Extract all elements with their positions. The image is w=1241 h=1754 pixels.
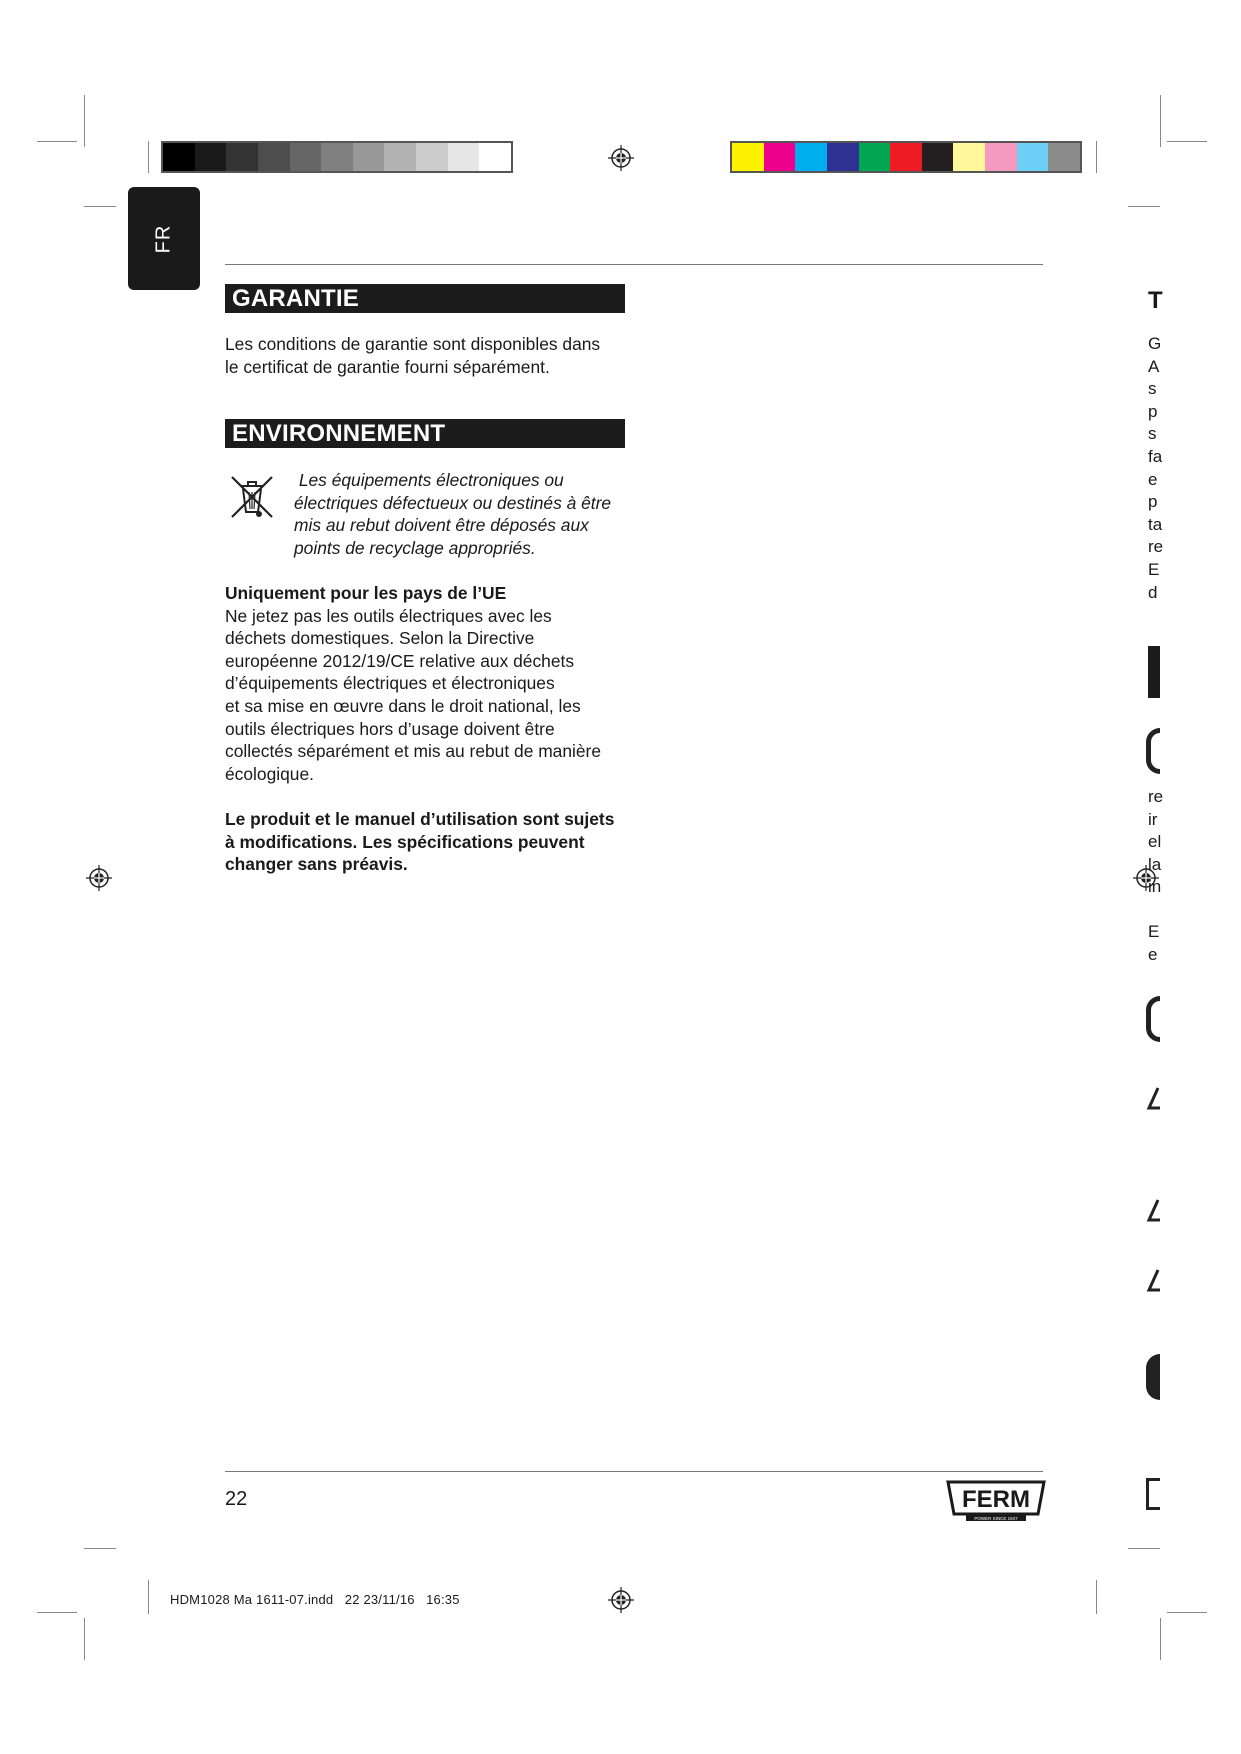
next-page-heading-bar-fragment	[1148, 646, 1160, 698]
clipped-text-line: e	[1148, 469, 1158, 489]
crop-mark	[84, 95, 85, 147]
clipped-text-line: G	[1148, 334, 1162, 353]
next-page-text-fragment	[1148, 786, 1168, 899]
crop-mark	[1160, 95, 1161, 147]
bottom-rule	[225, 1471, 1043, 1472]
crop-mark	[148, 141, 149, 173]
color-swatch	[384, 143, 416, 171]
crossed-out-bin-icon	[227, 472, 277, 522]
color-swatch	[985, 143, 1017, 171]
crop-mark	[84, 1548, 116, 1549]
crop-mark	[84, 1618, 85, 1660]
clipped-text-line: s	[1148, 424, 1157, 444]
color-swatch	[479, 143, 511, 171]
crop-mark	[84, 206, 116, 207]
color-calibration-bar	[730, 141, 1082, 173]
color-swatch	[1017, 143, 1049, 171]
next-page-icon-fragment	[1146, 728, 1160, 774]
environnement-heading: ENVIRONNEMENT	[225, 419, 625, 448]
crop-mark	[148, 1580, 149, 1614]
warning-triangle-fragment-icon	[1146, 1086, 1160, 1112]
next-page-text-fragment	[1148, 921, 1168, 966]
color-swatch	[226, 143, 258, 171]
clipped-text-line: E	[1148, 922, 1160, 941]
clipped-text-line: e	[1148, 944, 1158, 964]
ferm-logo	[946, 1478, 1046, 1522]
clipped-text-line: la	[1148, 854, 1162, 874]
svg-text:FERM: FERM	[962, 1486, 1030, 1513]
color-swatch	[890, 143, 922, 171]
registration-target-icon	[607, 1586, 635, 1614]
garantie-text: Les conditions de garantie sont disponibles dans le certificat de garantie fourni séparément.	[225, 334, 601, 377]
next-page-text-fragment	[1148, 333, 1168, 604]
color-swatch	[922, 143, 954, 171]
garantie-heading: GARANTIE	[225, 284, 625, 313]
crop-mark	[1096, 1580, 1097, 1614]
top-rule	[225, 264, 1043, 265]
next-page-heading-fragment: T	[1148, 287, 1163, 314]
registration-target-icon	[85, 864, 113, 892]
language-tab-label: FR	[152, 224, 175, 253]
clipped-text-line: p	[1148, 401, 1158, 421]
crop-mark	[37, 1612, 77, 1613]
crop-mark	[37, 141, 77, 142]
modification-notice: Le produit et le manuel d’utilisation sont sujets à modifications. Les spécifications peuvent changer sans préavis.	[225, 809, 615, 875]
clipped-text-line: in	[1148, 877, 1162, 897]
clipped-text-line: s	[1148, 379, 1157, 399]
warning-triangle-fragment-icon	[1146, 1268, 1160, 1294]
page-number: 22	[225, 1488, 248, 1510]
grayscale-calibration-bar	[161, 141, 513, 173]
next-page-icon-fragment	[1146, 996, 1160, 1042]
color-swatch	[195, 143, 227, 171]
crop-mark	[1167, 141, 1207, 142]
color-swatch	[290, 143, 322, 171]
color-swatch	[795, 143, 827, 171]
color-swatch	[353, 143, 385, 171]
crop-mark	[1160, 1618, 1161, 1660]
color-swatch	[321, 143, 353, 171]
clipped-text-line: p	[1148, 492, 1158, 512]
clipped-text-line: ta	[1148, 514, 1163, 534]
color-swatch	[1048, 143, 1080, 171]
crop-mark	[1128, 206, 1160, 207]
color-swatch	[953, 143, 985, 171]
language-tab	[128, 187, 200, 290]
crop-mark	[1096, 141, 1097, 173]
color-swatch	[258, 143, 290, 171]
clipped-text-line: A	[1148, 356, 1160, 376]
registration-target-icon	[607, 144, 635, 172]
next-page-icon-fragment	[1146, 1354, 1160, 1400]
color-swatch	[827, 143, 859, 171]
color-swatch	[448, 143, 480, 171]
color-swatch	[163, 143, 195, 171]
crop-mark	[1167, 1612, 1207, 1613]
eu-disposal-title: Uniquement pour les pays de l’UE	[225, 583, 507, 603]
crop-mark	[1128, 1548, 1160, 1549]
warning-triangle-fragment-icon	[1146, 1198, 1160, 1224]
clipped-text-line: d	[1148, 582, 1158, 602]
clipped-text-line: re	[1148, 537, 1164, 557]
next-page-logo-fragment	[1146, 1478, 1160, 1510]
clipped-text-line: re	[1148, 787, 1164, 806]
clipped-text-line: el	[1148, 832, 1162, 852]
clipped-text-line: E	[1148, 559, 1160, 579]
svg-text:POWER SINCE 1947: POWER SINCE 1947	[974, 1516, 1018, 1521]
clipped-text-line: ir	[1148, 809, 1158, 829]
color-swatch	[859, 143, 891, 171]
color-swatch	[732, 143, 764, 171]
weee-notice: Les équipements électroniques ou électriques défectueux ou destinés à être mis au rebut doivent être déposés aux points de recyclage appropriés.	[294, 470, 612, 558]
eu-disposal-section: Uniquement pour les pays de l’UE Ne jetez pas les outils électriques avec les déchets domestiques. Selon la Directive européenne 2012/19/CE relative aux déchets d’équipements électriques et électroniques et sa mise en œuvre dans le droit national, les outils électriques hors d’usage doivent être collectés séparément et mis au rebut de manière écologique.	[225, 582, 635, 785]
color-swatch	[416, 143, 448, 171]
clipped-text-line: fa	[1148, 446, 1163, 466]
color-swatch	[764, 143, 796, 171]
print-slug: HDM1028 Ma 1611-07.indd 22 23/11/16 16:35	[170, 1592, 460, 1607]
